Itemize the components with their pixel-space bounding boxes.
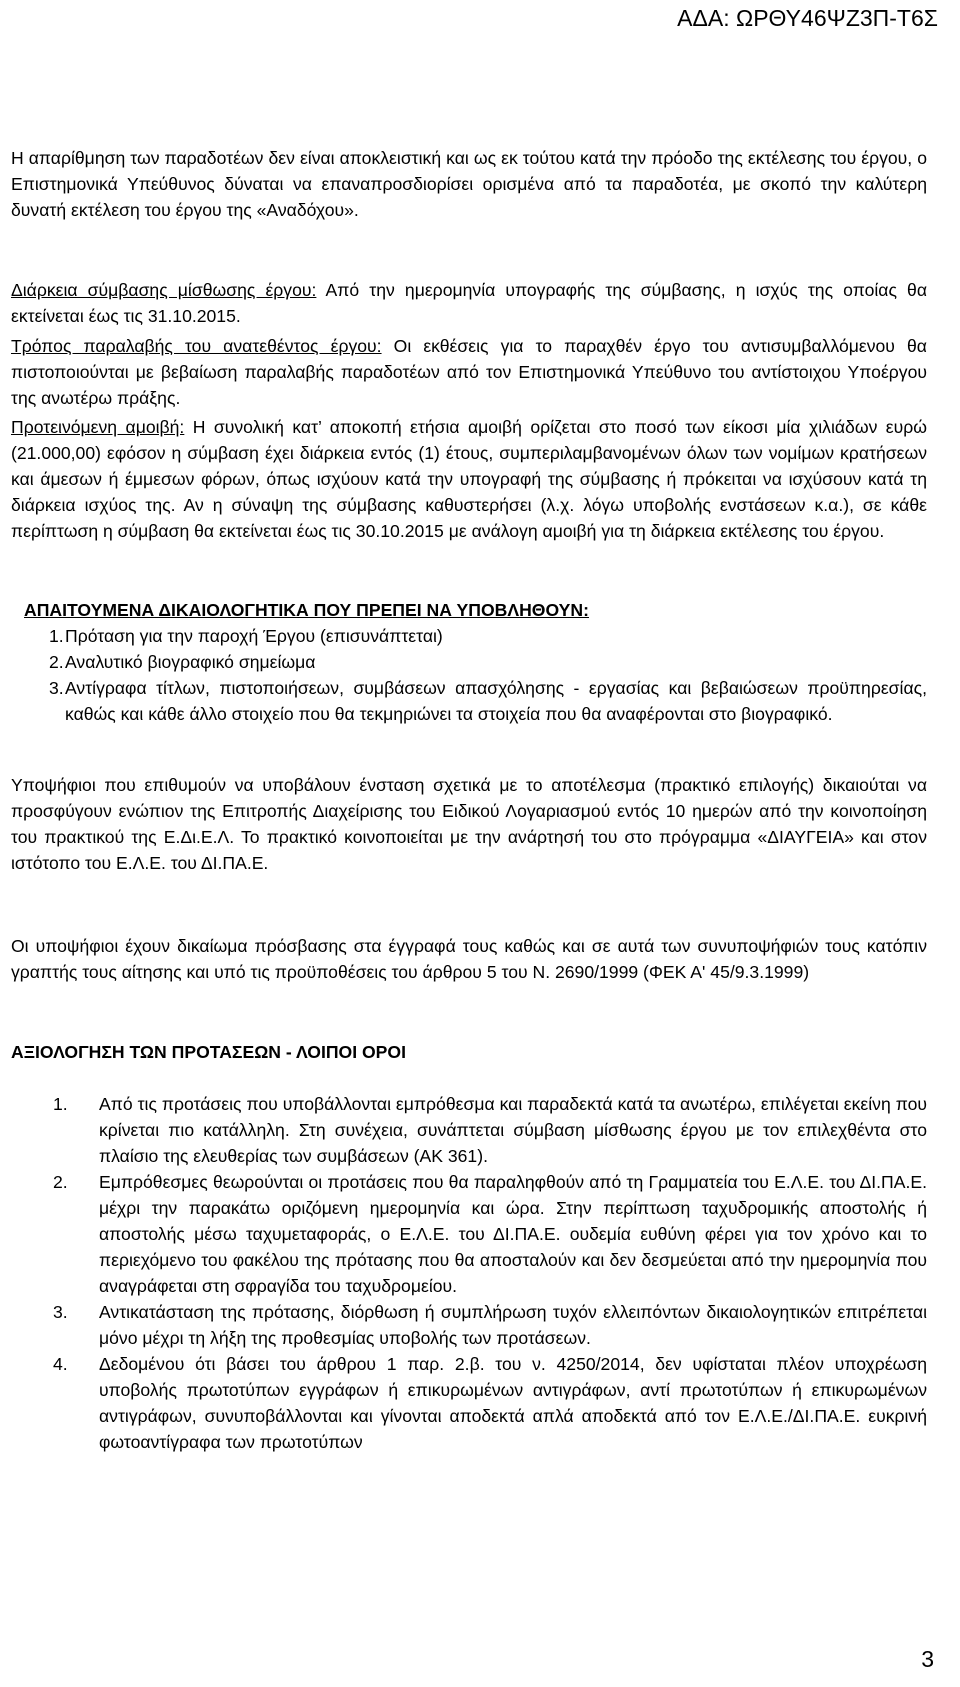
required-docs-heading: ΑΠΑΙΤΟΥΜΕΝΑ ΔΙΚΑΙΟΛΟΓΗΤΙΚΑ ΠΟΥ ΠΡΕΠΕΙ ΝΑ ΥΠΟΒΛΗΘΟΥΝ: bbox=[24, 600, 589, 620]
fee-text: Η συνολική κατ’ αποκοπή ετήσια αμοιβή ορίζεται στο ποσό των είκοσι μία χιλιάδων ευρώ (21.000,00) εφόσον η σύμβαση έχει διάρκεια εντός (1) έτους, συμπεριλαμβανομένων όλων των νομίμων κρατήσεων και άμεσων ή έμμεσων φόρων, όπως ισχύουν κατά την υπογραφή της σύμβασης ή πρόκειται να ισχύσουν κατά τη διάρκεια ισχύος της. Αν η σύναψη της σύμβασης καθυστερήσει (λ.χ. λόγω υποβολής ενστάσεων κ.α.), σε κάθε περίπτωση η σύμβαση θα εκτείνεται έως τις 30.10.2015 με ανάλογη αμοιβή για τη διάρκεια εκτέλεσης του έργου. bbox=[11, 417, 928, 541]
list-item bbox=[11, 1351, 927, 1455]
list-item-text: Από τις προτάσεις που υποβάλλονται εμπρόθεσμα και παραδεκτά κατά τα ανωτέρω, επιλέγεται εκείνη που κρίνεται πιο κατάλληλη. Στη συνέχεια, συνάπτεται σύμβαση μίσθωσης έργου με τον επιλεχθέντα στο πλαίσιο της ελευθερίας των συμβάσεων (ΑΚ 361). bbox=[99, 1094, 927, 1166]
list-item-number: 4. bbox=[53, 1354, 68, 1374]
list-item-number: 2. bbox=[49, 652, 64, 672]
list-item bbox=[11, 1169, 927, 1299]
acceptance-paragraph bbox=[11, 333, 927, 411]
fee-paragraph bbox=[11, 414, 927, 544]
evaluation-section bbox=[11, 1039, 927, 1455]
list-item bbox=[11, 1091, 927, 1169]
list-item bbox=[11, 649, 927, 675]
duration-text: Από την ημερομηνία υπογραφής της σύμβασης, η ισχύς της οποίας θα εκτείνεται έως τις 31.10.2015. bbox=[11, 280, 927, 326]
list-item-text: Αντίγραφα τίτλων, πιστοποιήσεων, συμβάσεων απασχόλησης - εργασίας και βεβαιώσεων προϋπηρεσίας, καθώς και κάθε άλλο στοιχείο που θα τεκμηριώνει τα στοιχεία που θα αναφέρονται στο βιογραφικό. bbox=[65, 678, 927, 724]
required-docs-section bbox=[11, 597, 927, 727]
list-item-number: 3. bbox=[49, 678, 64, 698]
page-number: 3 bbox=[921, 1646, 934, 1672]
evaluation-heading: ΑΞΙΟΛΟΓΗΣΗ ΤΩΝ ΠΡΟΤΑΣΕΩΝ - ΛΟΙΠΟΙ ΟΡΟΙ bbox=[11, 1042, 406, 1062]
evaluation-list bbox=[11, 1091, 927, 1455]
acceptance-text: Οι εκθέσεις για το παραχθέν έργο του αντισυμβαλλόμενου θα πιστοποιούνται με βεβαίωση παραλαβής παραδοτέων από τον Επιστημονικά Υπεύθυνο του αντίστοιχου Υποέργου της ανωτέρω πράξης. bbox=[11, 336, 927, 408]
list-item-number: 1. bbox=[49, 626, 64, 646]
access-paragraph: Οι υποψήφιοι έχουν δικαίωμα πρόσβασης στα έγγραφά τους καθώς και σε αυτά των συνυποψήφιών τους κατόπιν γραπτής τους αίτησης και υπό τις προϋποθέσεις του άρθρου 5 του Ν. 2690/1999 (ΦΕΚ Α' 45/9.3.1999) bbox=[11, 936, 927, 982]
duration-paragraph bbox=[11, 277, 927, 329]
list-item bbox=[11, 623, 927, 649]
duration-label: Διάρκεια σύμβασης μίσθωσης έργου: bbox=[11, 280, 317, 300]
list-item-text: Δεδομένου ότι βάσει του άρθρου 1 παρ. 2.β. του ν. 4250/2014, δεν υφίσταται πλέον υποχρέωση υποβολής πρωτοτύπων εγγράφων ή επικυρωμένων αντιγράφων, αντί πρωτοτύπων ή επικυρωμένων αντιγράφων, συνυποβάλλονται και γίνονται αποδεκτά απλά αποδεκτά από τον Ε.Λ.Ε./ΔΙ.ΠΑ.Ε. ευκρινή φωτοαντίγραφα των πρωτοτύπων bbox=[99, 1354, 927, 1452]
list-item-text: Εμπρόθεσμες θεωρούνται οι προτάσεις που θα παραληφθούν από τη Γραμματεία του Ε.Λ.Ε. του ΔΙ.ΠΑ.Ε. μέχρι την παρακάτω οριζόμενη ημερομηνία και ώρα. Στην περίπτωση ταχυδρομικής αποστολής ή αποστολής μέσω ταχυμεταφοράς, ο Ε.Λ.Ε. του ΔΙ.ΠΑ.Ε. ουδεμία ευθύνη φέρει για τον χρόνο και το περιεχόμενο του φακέλου της πρότασης που θα αποσταλούν και δεν δεσμεύεται από την ημερομηνία που αναγράφεται στη σφραγίδα του ταχυδρομείου. bbox=[99, 1172, 927, 1296]
acceptance-label: Τρόπος παραλαβής του ανατεθέντος έργου: bbox=[11, 336, 382, 356]
fee-label: Προτεινόμενη αμοιβή: bbox=[11, 417, 185, 437]
appeal-paragraph: Υποψήφιοι που επιθυμούν να υποβάλουν ένσταση σχετικά με το αποτέλεσμα (πρακτικό επιλογής) δικαιούται να προσφύγουν ενώπιον της Επιτροπής Διαχείρισης του Ειδικού Λογαριασμού εντός 10 ημερών από την κοινοποίηση του πρακτικού της Ε.Δι.Ε.Λ. Το πρακτικό κοινοποιείται με την ανάρτησή του στο πρόγραμμα «ΔΙΑΥΓΕΙΑ» και στον ιστότοπο του Ε.Λ.Ε. του ΔΙ.ΠΑ.Ε. bbox=[11, 775, 927, 873]
list-item-text: Αντικατάσταση της πρότασης, διόρθωση ή συμπλήρωση τυχόν ελλειπόντων δικαιολογητικών επιτρέπεται μόνο μέχρι τη λήξη της προθεσμίας υποβολής των προτάσεων. bbox=[99, 1302, 927, 1348]
ada-code: ΑΔΑ: ΩΡΘΥ46ΨΖ3Π-Τ6Σ bbox=[677, 5, 938, 31]
list-item-number: 2. bbox=[53, 1172, 68, 1192]
list-item-text: Αναλυτικό βιογραφικό σημείωμα bbox=[65, 652, 316, 672]
list-item-number: 3. bbox=[53, 1302, 68, 1322]
list-item-text: Πρόταση για την παροχή Έργου (επισυνάπτεται) bbox=[65, 626, 443, 646]
list-item bbox=[11, 675, 927, 727]
list-item-number: 1. bbox=[53, 1094, 68, 1114]
list-item bbox=[11, 1299, 927, 1351]
deliverables-paragraph: Η απαρίθμηση των παραδοτέων δεν είναι αποκλειστική και ως εκ τούτου κατά την πρόοδο της εκτέλεσης του έργου, ο Επιστημονικά Υπεύθυνος δύναται να επαναπροσδιορίσει ορισμένα από τα παραδοτέα, με σκοπό την καλύτερη δυνατή εκτέλεση του έργου της «Αναδόχου». bbox=[11, 148, 927, 220]
required-docs-list bbox=[11, 623, 927, 727]
